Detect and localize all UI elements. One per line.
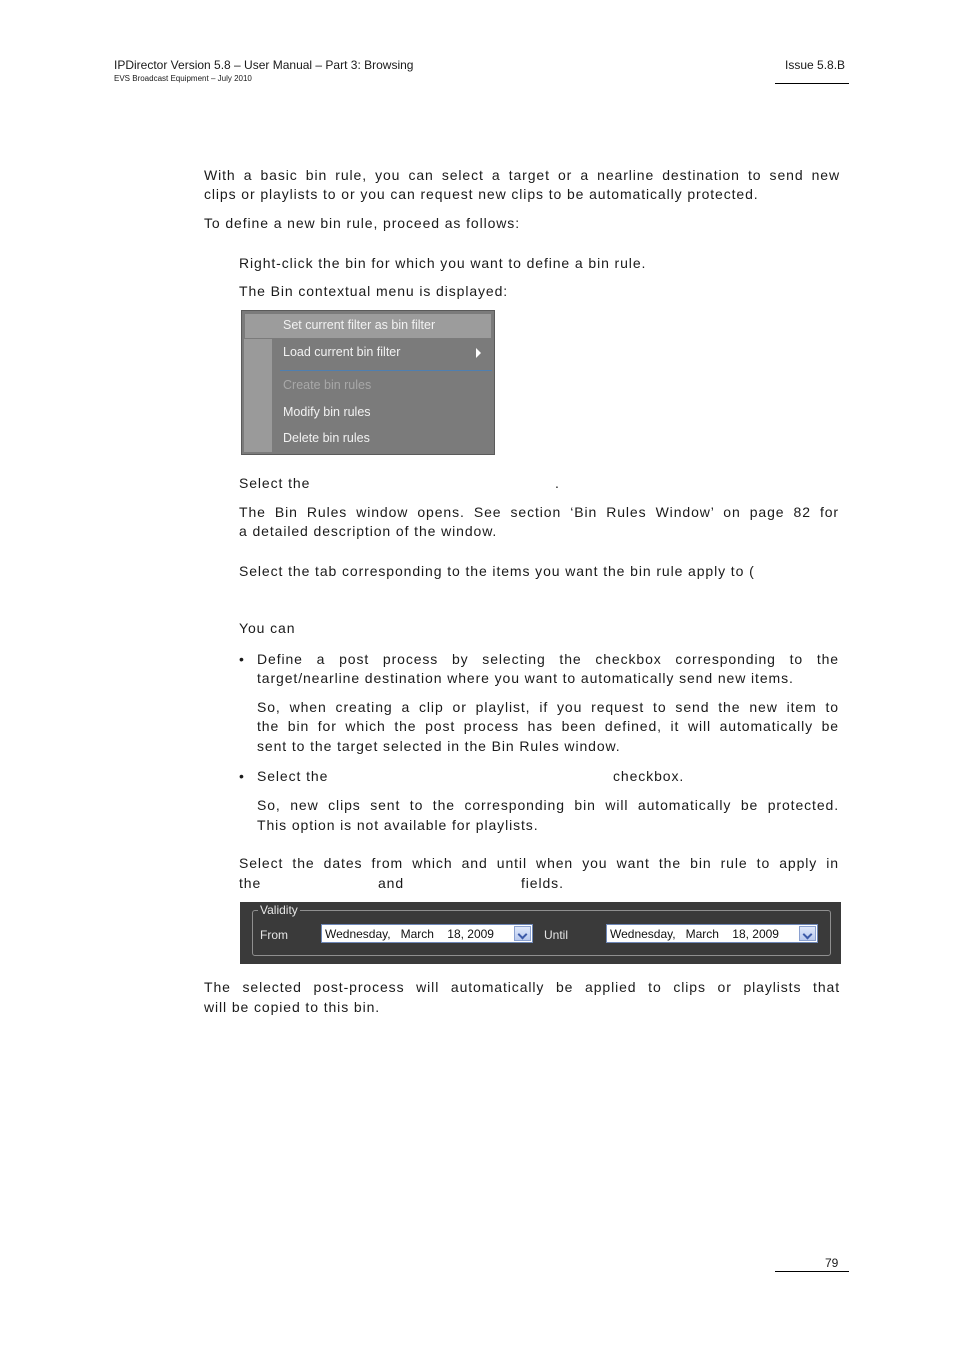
submenu-arrow-icon <box>476 348 481 358</box>
header-rule <box>775 83 849 84</box>
header-subtitle: EVS Broadcast Equipment – July 2010 <box>114 74 252 83</box>
menu-item-create-bin-rules: Create bin rules <box>283 378 372 392</box>
until-label: Until <box>544 928 569 942</box>
menu-icon-strip <box>244 339 272 452</box>
bin-context-menu <box>241 310 495 455</box>
from-date-picker[interactable] <box>321 924 533 943</box>
closing-line-1: The selected post-process will automatically be applied to clips or playlists that <box>204 979 840 995</box>
step-1: Right-click the bin for which you want to define a bin rule. <box>239 255 647 271</box>
step-2-result-line-1: The Bin Rules window opens. See section ‘Bin Rules Window’ on page 82 for <box>239 504 839 520</box>
page-number: 79 <box>825 1256 839 1270</box>
bullet-2-detail-line-1: So, new clips sent to the corresponding bin will automatically be protected. <box>257 797 839 813</box>
bullet-2-suffix: checkbox. <box>613 768 685 784</box>
step-2-suffix: . <box>555 475 560 491</box>
step-4: You can <box>239 620 296 636</box>
chevron-down-icon[interactable] <box>514 926 531 941</box>
bullet-2-detail-line-2: This option is not available for playlists. <box>257 817 539 833</box>
menu-item-load-current-bin-filter[interactable]: Load current bin filter <box>283 345 401 359</box>
step-2-prefix: Select the <box>239 475 311 491</box>
step-2-result-line-2: a detailed description of the window. <box>239 523 498 539</box>
bullet-2-dot: • <box>239 768 244 784</box>
bullet-1-detail-line-1: So, when creating a clip or playlist, if you request to send the new item to <box>257 699 839 715</box>
intro-line-2: clips or playlists to or you can request new clips to be automatically protected. <box>204 186 759 202</box>
menu-item-set-current-filter[interactable]: Set current filter as bin filter <box>283 318 436 332</box>
from-label: From <box>260 928 288 942</box>
step-3: Select the tab corresponding to the items you want the bin rule apply to ( <box>239 563 755 579</box>
step-5-fields: fields. <box>521 875 564 891</box>
chevron-down-icon[interactable] <box>799 926 816 941</box>
bullet-1-line-2: target/nearline destination where you want to automatically send new items. <box>257 670 794 686</box>
from-date-value: Wednesday, March 18, 2009 <box>325 927 494 941</box>
step-5-and: and <box>378 875 405 891</box>
header-title: IPDirector Version 5.8 – User Manual – Part 3: Browsing <box>114 58 414 72</box>
until-date-value: Wednesday, March 18, 2009 <box>610 927 779 941</box>
closing-line-2: will be copied to this bin. <box>204 999 381 1015</box>
step-5-the: the <box>239 875 262 891</box>
intro-procedure: To define a new bin rule, proceed as follows: <box>204 215 520 231</box>
menu-item-delete-bin-rules[interactable]: Delete bin rules <box>283 431 370 445</box>
bullet-2-prefix: Select the <box>257 768 329 784</box>
intro-line-1: With a basic bin rule, you can select a target or a nearline destination to send new <box>204 167 840 183</box>
until-date-picker[interactable] <box>606 924 818 943</box>
bullet-1-detail-line-2: the bin for which the post process has been defined, it will automatically be <box>257 718 839 734</box>
step-1-result: The Bin contextual menu is displayed: <box>239 283 509 299</box>
bullet-1-line-1: Define a post process by selecting the checkbox corresponding to the <box>257 651 839 667</box>
menu-item-modify-bin-rules[interactable]: Modify bin rules <box>283 405 371 419</box>
bullet-1-detail-line-3: sent to the target selected in the Bin Rules window. <box>257 738 621 754</box>
validity-legend: Validity <box>260 903 298 917</box>
validity-panel <box>240 902 841 964</box>
menu-separator <box>280 370 492 371</box>
footer-rule <box>775 1271 849 1272</box>
header-issue: Issue 5.8.B <box>785 58 846 72</box>
step-5-line-1: Select the dates from which and until when you want the bin rule to apply in <box>239 855 839 871</box>
bullet-1-dot: • <box>239 651 244 667</box>
